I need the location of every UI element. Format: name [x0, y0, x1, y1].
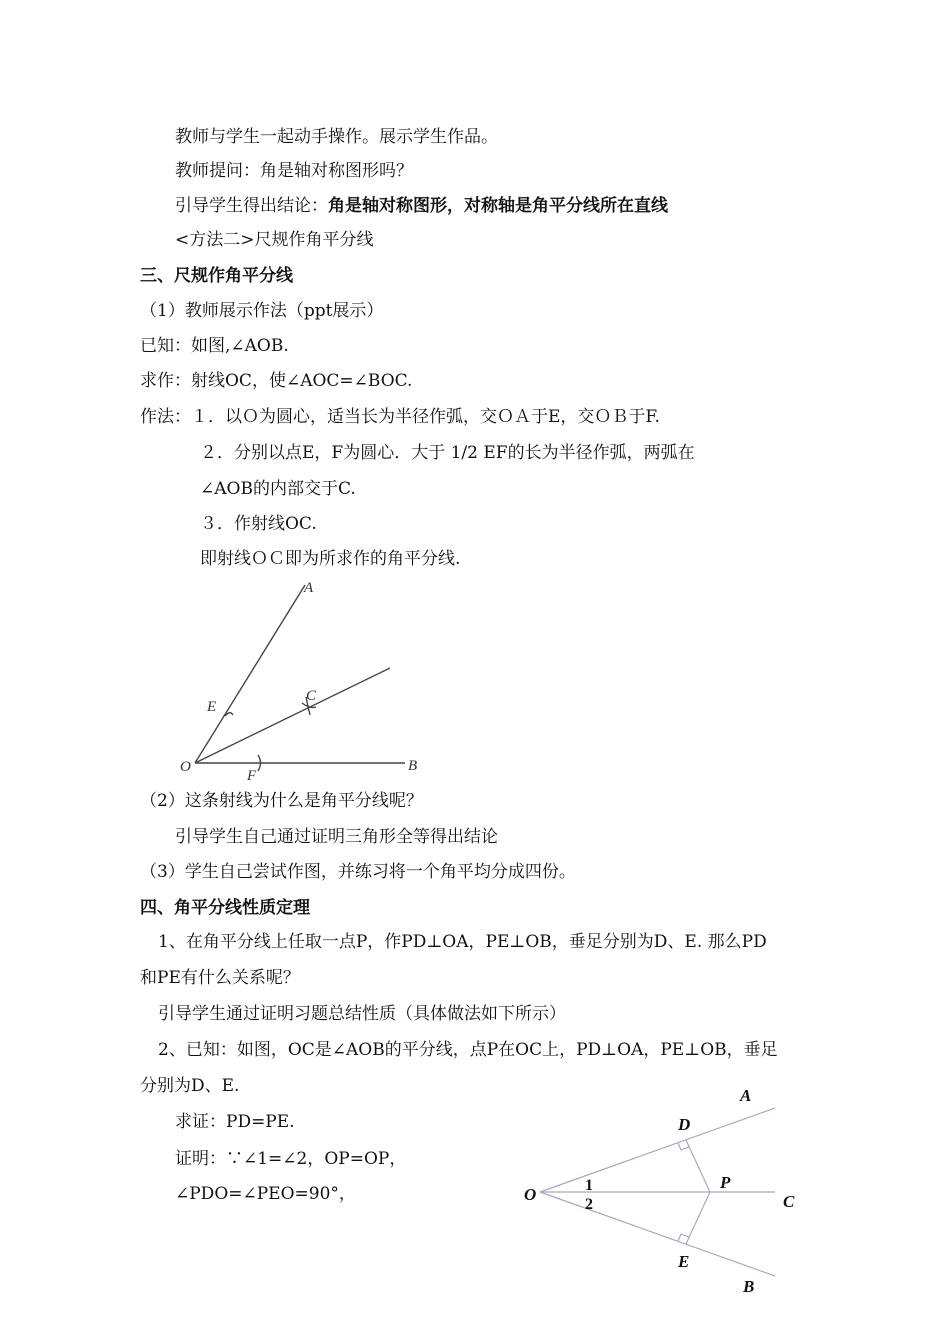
text-line: 分别为D、E.	[140, 1076, 240, 1096]
text-line: ∠PDO=∠PEO=90°，	[175, 1184, 356, 1204]
text-line: 作法：１．以Ｏ为圆心，适当长为半径作弧，交ＯＡ于E，交ＯＢ于F.	[140, 407, 660, 427]
angle-1-label: 1	[585, 1177, 593, 1194]
label-c: C	[306, 688, 317, 704]
bisector-property-figure	[510, 1080, 810, 1300]
label-f: F	[247, 768, 257, 784]
text-line: 证明：∵∠1=∠2，OP=OP，	[175, 1149, 407, 1169]
text-line: 教师提问：角是轴对称图形吗？	[175, 161, 413, 181]
conclusion-bold: 角是轴对称图形，对称轴是角平分线所在直线	[328, 196, 668, 216]
text-line: 求作：射线OC，使∠AOC=∠BOC.	[140, 371, 413, 391]
label-o: O	[180, 759, 191, 775]
text-line: 2、已知：如图，OC是∠AOB的平分线，点P在OC上，PD⊥OA，PE⊥OB，垂足	[158, 1040, 778, 1060]
label-d: D	[678, 1115, 691, 1134]
label-a: A	[740, 1086, 752, 1105]
label-o: O	[524, 1185, 537, 1204]
conclusion-line	[175, 195, 668, 217]
conclusion-lead: 引导学生得出结论：	[175, 196, 328, 216]
label-b: B	[743, 1277, 755, 1296]
angle-bisector-construction-figure	[170, 575, 440, 790]
line-ob	[540, 1192, 775, 1276]
text-line: ∠AOB的内部交于C.	[200, 479, 356, 499]
text-line: 教师与学生一起动手操作。展示学生作品。	[175, 127, 498, 147]
label-e: E	[678, 1252, 690, 1271]
text-line: <方法二>尺规作角平分线	[175, 230, 374, 250]
text-line: 即射线ＯＣ即为所求作的角平分线.	[200, 549, 461, 569]
text-line: 引导学生通过证明习题总结性质（具体做法如下所示）	[158, 1004, 566, 1024]
label-c: C	[783, 1192, 795, 1211]
label-b: B	[408, 758, 418, 774]
text-line: 引导学生自己通过证明三角形全等得出结论	[175, 827, 498, 847]
text-line: 求证：PD=PE.	[175, 1112, 295, 1132]
text-line: ３．作射线OC.	[200, 514, 317, 534]
label-e: E	[207, 699, 217, 715]
segment-pe	[686, 1192, 710, 1244]
section-heading: 四、角平分线性质定理	[140, 898, 310, 918]
text-line: 1、在角平分线上任取一点P，作PD⊥OA，PE⊥OB，垂足分别为D、E. 那么PD	[158, 932, 767, 952]
text-line: 和PE有什么关系呢？	[140, 968, 300, 988]
text-line: （1）教师展示作法（ppt展示）	[140, 301, 384, 321]
section-heading: 三、尺规作角平分线	[140, 266, 293, 286]
text-line: ２．分别以点E，F为圆心．大于 1/2 EF的长为半径作弧，两弧在	[200, 443, 695, 463]
label-a: A	[304, 580, 314, 596]
angle-2-label: 2	[585, 1196, 593, 1213]
line-oa	[540, 1108, 775, 1192]
text-line: 已知：如图,∠AOB.	[140, 336, 289, 356]
label-p: P	[720, 1173, 731, 1192]
text-line: （2）这条射线为什么是角平分线呢？	[140, 791, 423, 811]
segment-pd	[686, 1140, 710, 1192]
text-line: （3）学生自己尝试作图，并练习将一个角平均分成四份。	[140, 862, 576, 882]
